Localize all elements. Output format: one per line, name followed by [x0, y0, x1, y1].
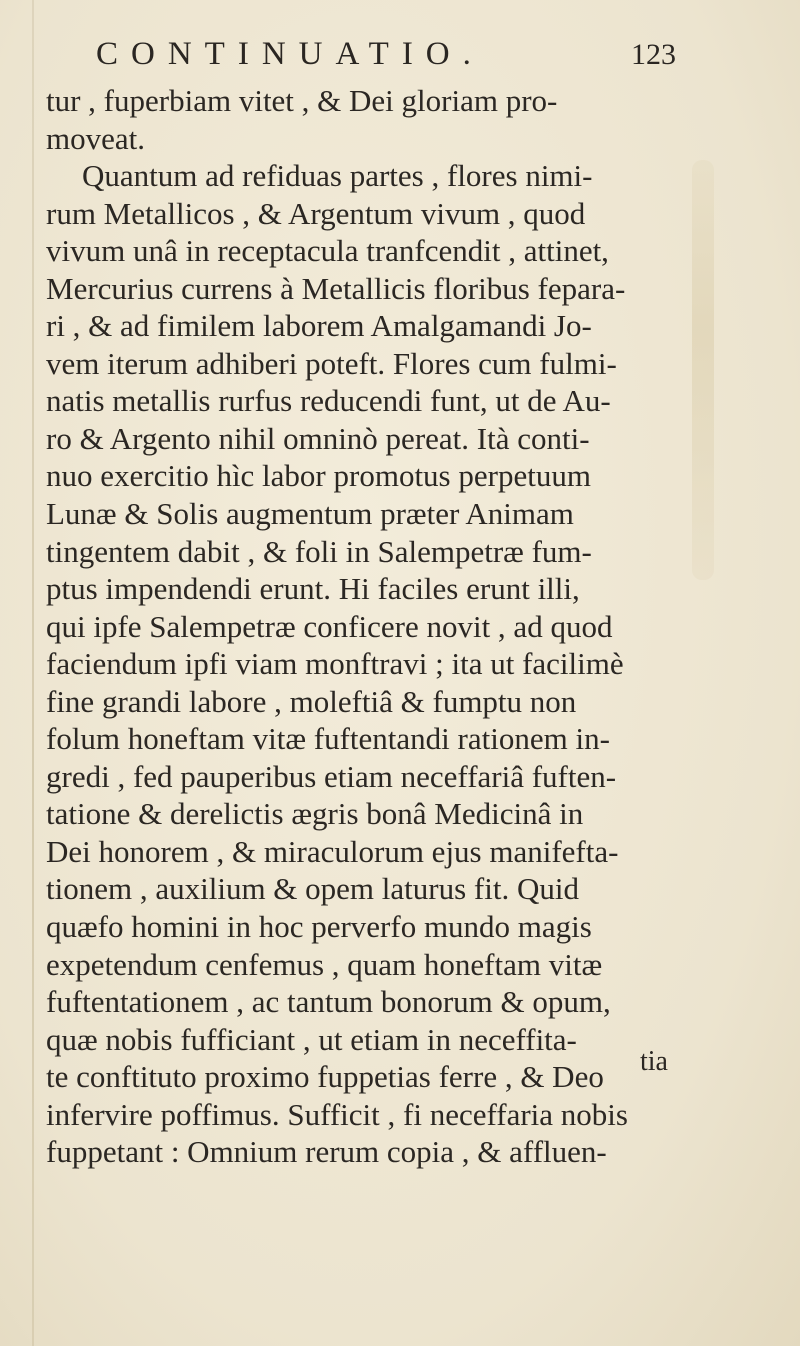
- text-line: Mercurius currens à Metallicis floribus fepara-: [46, 270, 626, 306]
- text-line: tionem , auxilium & opem laturus fit. Quid: [46, 871, 579, 907]
- page-header: [96, 36, 676, 76]
- text-line: te conftituto proximo fuppetias ferre , & Deo: [46, 1059, 604, 1095]
- body-text: [46, 82, 736, 1171]
- text-line: Lunæ & Solis augmentum præter Animam: [46, 496, 574, 532]
- text-line: fuppetant : Omnium rerum copia , & affluen-: [46, 1134, 607, 1170]
- text-line: qui ipfe Salempetræ conficere novit , ad quod: [46, 608, 613, 644]
- text-line: tur , fuperbiam vitet , & Dei gloriam pro-: [46, 83, 558, 118]
- text-line: fuftentationem , ac tantum bonorum & opum,: [46, 984, 611, 1020]
- text-line: folum honeftam vitæ fuftentandi rationem in-: [46, 721, 610, 757]
- text-line: tatione & derelictis ægris bonâ Medicinâ in: [46, 796, 584, 832]
- text-line: Dei honorem , & miraculorum ejus manifefta-: [46, 833, 619, 869]
- text-line: quæ nobis fufficiant , ut etiam in neceffita-: [46, 1021, 577, 1057]
- catchword: tia: [640, 1046, 668, 1077]
- text-line: infervire poffimus. Sufficit , fi neceffaria nobis: [46, 1096, 628, 1132]
- text-line: gredi , fed pauperibus etiam neceffariâ fuften-: [46, 758, 617, 794]
- text-line: moveat.: [46, 120, 145, 156]
- text-line: expetendum cenfemus , quam honeftam vitæ: [46, 946, 603, 982]
- text-line: tingentem dabit , & foli in Salempetræ fum-: [46, 533, 592, 569]
- text-line: ro & Argento nihil omninò pereat. Ità conti-: [46, 420, 590, 456]
- text-line: ptus impendendi erunt. Hi faciles erunt illi,: [46, 571, 580, 607]
- page-number: 123: [631, 38, 676, 71]
- text-line: faciendum ipfi viam monftravi ; ita ut facilimè: [46, 646, 624, 682]
- running-head: CONTINUATIO.: [96, 36, 484, 72]
- paragraph-start-line: Quantum ad refiduas partes , flores nimi-: [82, 158, 593, 194]
- text-line: rum Metallicos , & Argentum vivum , quod: [46, 195, 586, 231]
- text-line: vem iterum adhiberi poteft. Flores cum fulmi-: [46, 345, 617, 381]
- text-line: quæfo homini in hoc perverfo mundo magis: [46, 909, 592, 945]
- text-line: natis metallis rurfus reducendi funt, ut de Au-: [46, 383, 611, 419]
- text-line: vivum unâ in receptacula tranfcendit , attinet,: [46, 233, 609, 269]
- text-line: nuo exercitio hìc labor promotus perpetuum: [46, 458, 591, 494]
- binding-gutter: [32, 0, 34, 1346]
- text-line: ri , & ad fimilem laborem Amalgamandi Jo-: [46, 308, 592, 344]
- text-line: fine grandi labore , moleftiâ & fumptu non: [46, 683, 577, 719]
